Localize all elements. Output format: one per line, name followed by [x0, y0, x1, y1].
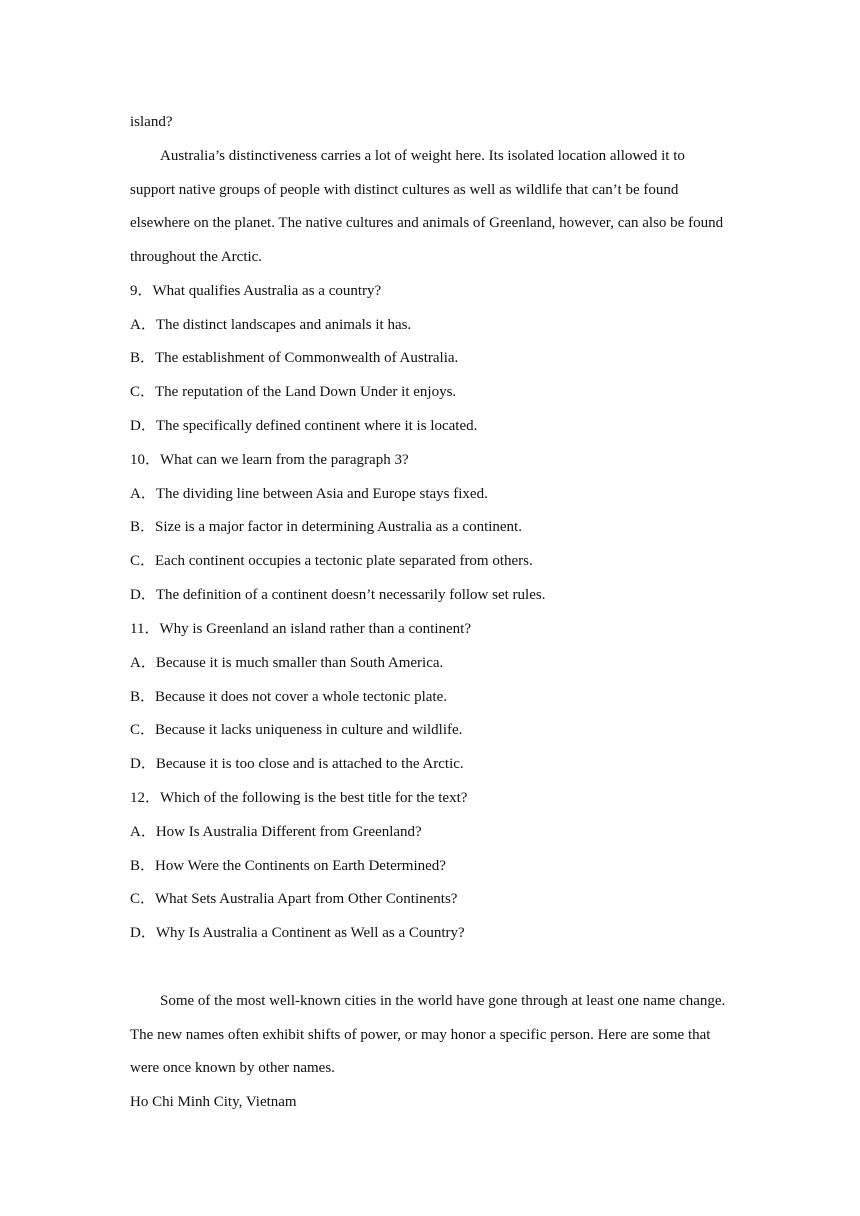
answer-option: D．The specifically defined continent where it is located.: [130, 418, 478, 434]
answer-option: C．What Sets Australia Apart from Other Continents?: [130, 891, 458, 907]
question-stem: 9．What qualifies Australia as a country?: [130, 283, 382, 299]
passage-line: The new names often exhibit shifts of power, or may honor a specific person. Here are some that: [130, 1027, 711, 1043]
answer-option: C．Because it lacks uniqueness in culture and wildlife.: [130, 722, 463, 738]
passage-line: island?: [130, 114, 173, 130]
answer-option: C．The reputation of the Land Down Under it enjoys.: [130, 384, 457, 400]
answer-option: A．Because it is much smaller than South America.: [130, 655, 444, 671]
question-stem: 11．Why is Greenland an island rather than a continent?: [130, 621, 471, 637]
answer-option: A．The dividing line between Asia and Europe stays fixed.: [130, 486, 488, 502]
answer-option: D．Why Is Australia a Continent as Well as a Country?: [130, 925, 465, 941]
answer-option: D．Because it is too close and is attached to the Arctic.: [130, 756, 464, 772]
answer-option: A．The distinct landscapes and animals it has.: [130, 317, 412, 333]
paragraph-first-line: Australia’s distinctiveness carries a lot of weight here. Its isolated location allowed it to: [160, 148, 685, 164]
passage-line: elsewhere on the planet. The native cultures and animals of Greenland, however, can also be found: [130, 215, 724, 231]
answer-option: D．The definition of a continent doesn’t necessarily follow set rules.: [130, 587, 546, 603]
paragraph-first-line: Some of the most well-known cities in the world have gone through at least one name change.: [160, 993, 726, 1009]
question-stem: 10．What can we learn from the paragraph 3?: [130, 452, 409, 468]
answer-option: A．How Is Australia Different from Greenland?: [130, 824, 422, 840]
answer-option: B．Size is a major factor in determining Australia as a continent.: [130, 519, 522, 535]
question-stem: 12．Which of the following is the best title for the text?: [130, 790, 468, 806]
answer-option: B．The establishment of Commonwealth of Australia.: [130, 350, 459, 366]
answer-option: B．Because it does not cover a whole tectonic plate.: [130, 689, 447, 705]
answer-option: B．How Were the Continents on Earth Determined?: [130, 858, 446, 874]
passage-line: were once known by other names.: [130, 1060, 335, 1076]
answer-option: C．Each continent occupies a tectonic plate separated from others.: [130, 553, 533, 569]
passage-line: support native groups of people with distinct cultures as well as wildlife that can’t be found: [130, 182, 679, 198]
section-subheading: Ho Chi Minh City, Vietnam: [130, 1094, 297, 1110]
passage-line: throughout the Arctic.: [130, 249, 263, 265]
